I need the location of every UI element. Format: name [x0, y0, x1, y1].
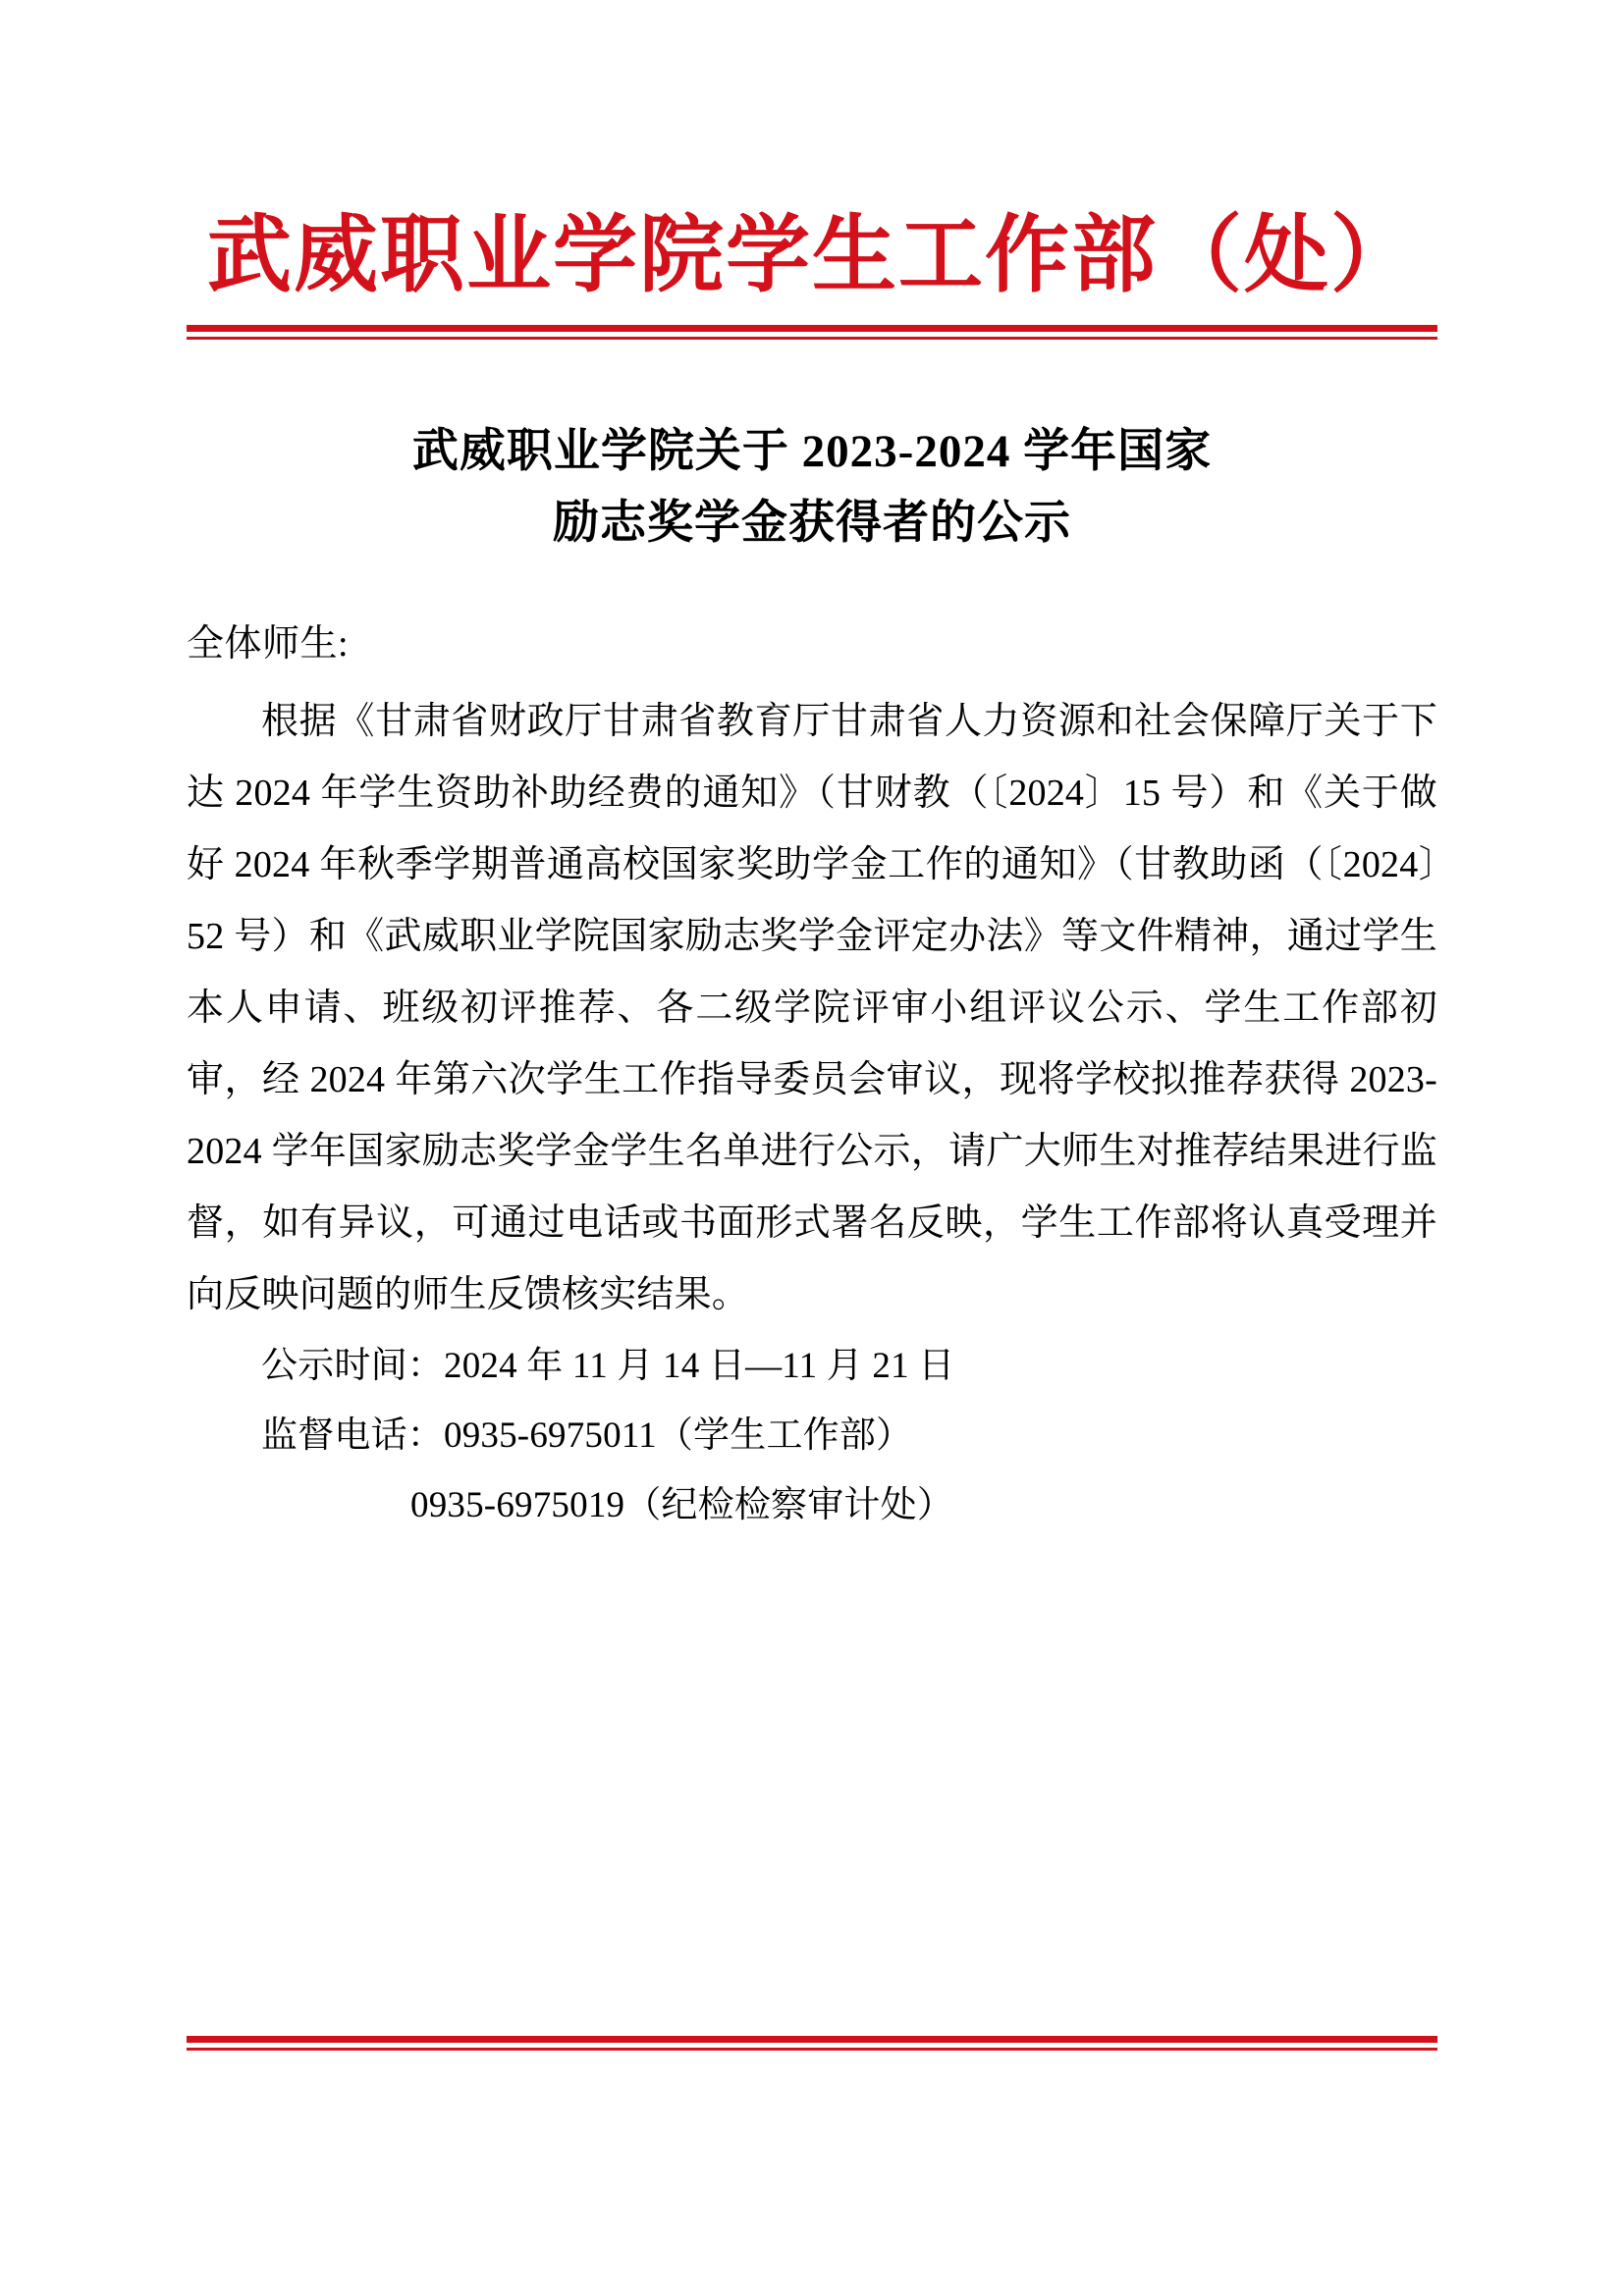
- letterhead-divider-thin: [187, 337, 1437, 340]
- publicity-period: 公示时间：2024 年 11 月 14 日—11 月 21 日: [261, 1345, 955, 1386]
- letterhead: [187, 0, 1437, 340]
- page-title-line-2: 励志奖学金获得者的公示: [553, 498, 1071, 550]
- letterhead-divider-thick: [187, 325, 1437, 332]
- footer-divider-thin: [187, 2048, 1437, 2051]
- footer-divider-thick: [187, 2036, 1437, 2043]
- body-paragraph: 根据《甘肃省财政厅甘肃省教育厅甘肃省人力资源和社会保障厅关于下达 2024 年学生资助补助经费的通知》（甘财教（〔2024〕15 号）和《关于做好 2024 年秋季学期普通高校国家奖助学金工作的通知》（甘教助函（〔2024〕52 号）和《武威职业学院国家励志奖学金评定办法》等文件精神，通过学生本人申请、班级初评推荐、各二级学院评审小组评议公示、学生工作部初审，经 2024 年第六次学生工作指导委员会审议，现将学校拟推荐获得 2023-2024 学年国家励志奖学金学生名单进行公示，请广大师生对推荐结果进行监督，如有异议，可通过电话或书面形式署名反映，学生工作部将认真受理并向反映问题的师生反馈核实结果。: [187, 700, 1437, 1315]
- footer-divider: [187, 2036, 1437, 2051]
- page-title-line-1: 武威职业学院关于 2023-2024 学年国家: [411, 426, 1213, 478]
- supervision-phone-secondary: 0935-6975019（纪检检察审计处）: [410, 1484, 954, 1525]
- page-title: [187, 416, 1437, 560]
- letterhead-org-title: 武威职业学院学生工作部（处）: [207, 208, 1417, 302]
- salutation: 全体师生:: [187, 622, 350, 665]
- supervision-phone-primary: 监督电话：0935-6975011（学生工作部）: [261, 1415, 913, 1456]
- letterhead-divider: [187, 325, 1437, 340]
